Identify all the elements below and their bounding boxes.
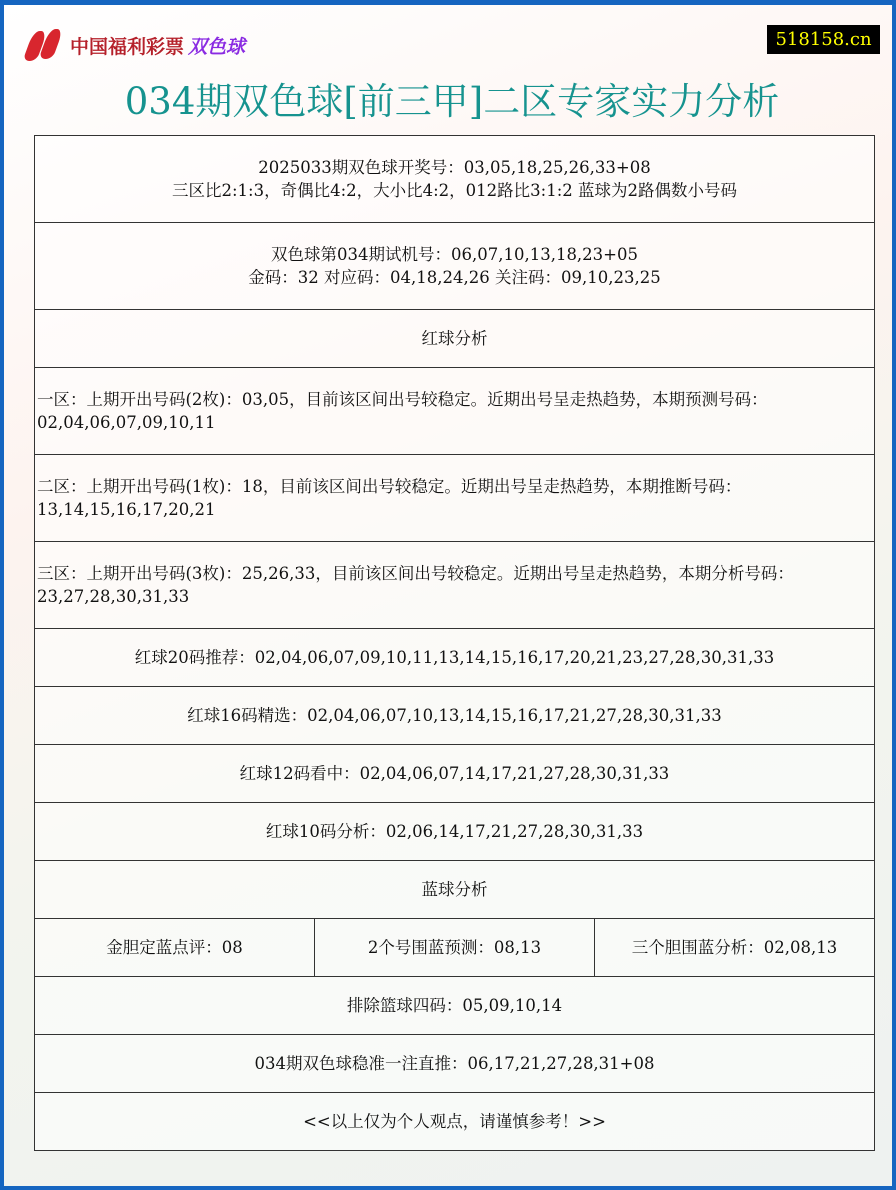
analysis-table xyxy=(34,135,875,1151)
zone2-analysis: 二区：上期开出号码(1枚)：18，目前该区间出号较稳定。近期出号呈走热趋势，本期推断号码：13,14,15,16,17,20,21 xyxy=(35,455,875,542)
last-draw-numbers: 2025033期双色球开奖号：03,05,18,25,26,33+08 xyxy=(258,158,651,177)
blue-three: 三个胆围蓝分析：02,08,13 xyxy=(595,919,875,977)
welfare-lottery-logo-icon xyxy=(22,27,66,63)
blue-heading: 蓝球分析 xyxy=(35,861,875,919)
page-title: 034期双色球[前三甲]二区专家实力分析 xyxy=(124,80,780,123)
zone1-analysis: 一区：上期开出号码(2枚)：03,05，目前该区间出号较稳定。近期出号呈走热趋势，本期预测号码：02,04,06,07,09,10,11 xyxy=(35,368,875,455)
last-draw-ratios: 三区比2:1:3，奇偶比4:2，大小比4:2，012路比3:1:2 蓝球为2路偶数小号码 xyxy=(171,181,738,200)
last-draw-cell xyxy=(35,136,875,223)
gold-codes: 金码：32 对应码：04,18,24,26 关注码：09,10,23,25 xyxy=(248,268,661,287)
site-badge[interactable]: 518158.cn xyxy=(767,25,880,54)
red16-row: 红球16码精选：02,04,06,07,10,13,14,15,16,17,21,27,28,30,31,33 xyxy=(35,687,875,745)
exclude-row: 排除篮球四码：05,09,10,14 xyxy=(35,977,875,1035)
disclaimer: <<以上仅为个人观点，请谨慎参考！>> xyxy=(35,1093,875,1151)
blue-single: 金胆定蓝点评：08 xyxy=(35,919,315,977)
final-pick-row: 034期双色球稳准一注直推：06,17,21,27,28,31+08 xyxy=(35,1035,875,1093)
test-numbers: 双色球第034期试机号：06,07,10,13,18,23+05 xyxy=(270,245,638,264)
blue-two: 2个号围蓝预测：08,13 xyxy=(315,919,595,977)
test-number-cell xyxy=(35,223,875,310)
red20-row: 红球20码推荐：02,04,06,07,09,10,11,13,14,15,16,17,20,21,23,27,28,30,31,33 xyxy=(35,629,875,687)
logo xyxy=(22,27,245,63)
zone3-analysis: 三区：上期开出号码(3枚)：25,26,33，目前该区间出号较稳定。近期出号呈走热趋势，本期分析号码：23,27,28,30,31,33 xyxy=(35,542,875,629)
red-heading: 红球分析 xyxy=(35,310,875,368)
logo-game-text: 双色球 xyxy=(188,35,246,58)
logo-text: 中国福利彩票 xyxy=(70,35,185,58)
red12-row: 红球12码看中：02,04,06,07,14,17,21,27,28,30,31,33 xyxy=(35,745,875,803)
red10-row: 红球10码分析：02,06,14,17,21,27,28,30,31,33 xyxy=(35,803,875,861)
